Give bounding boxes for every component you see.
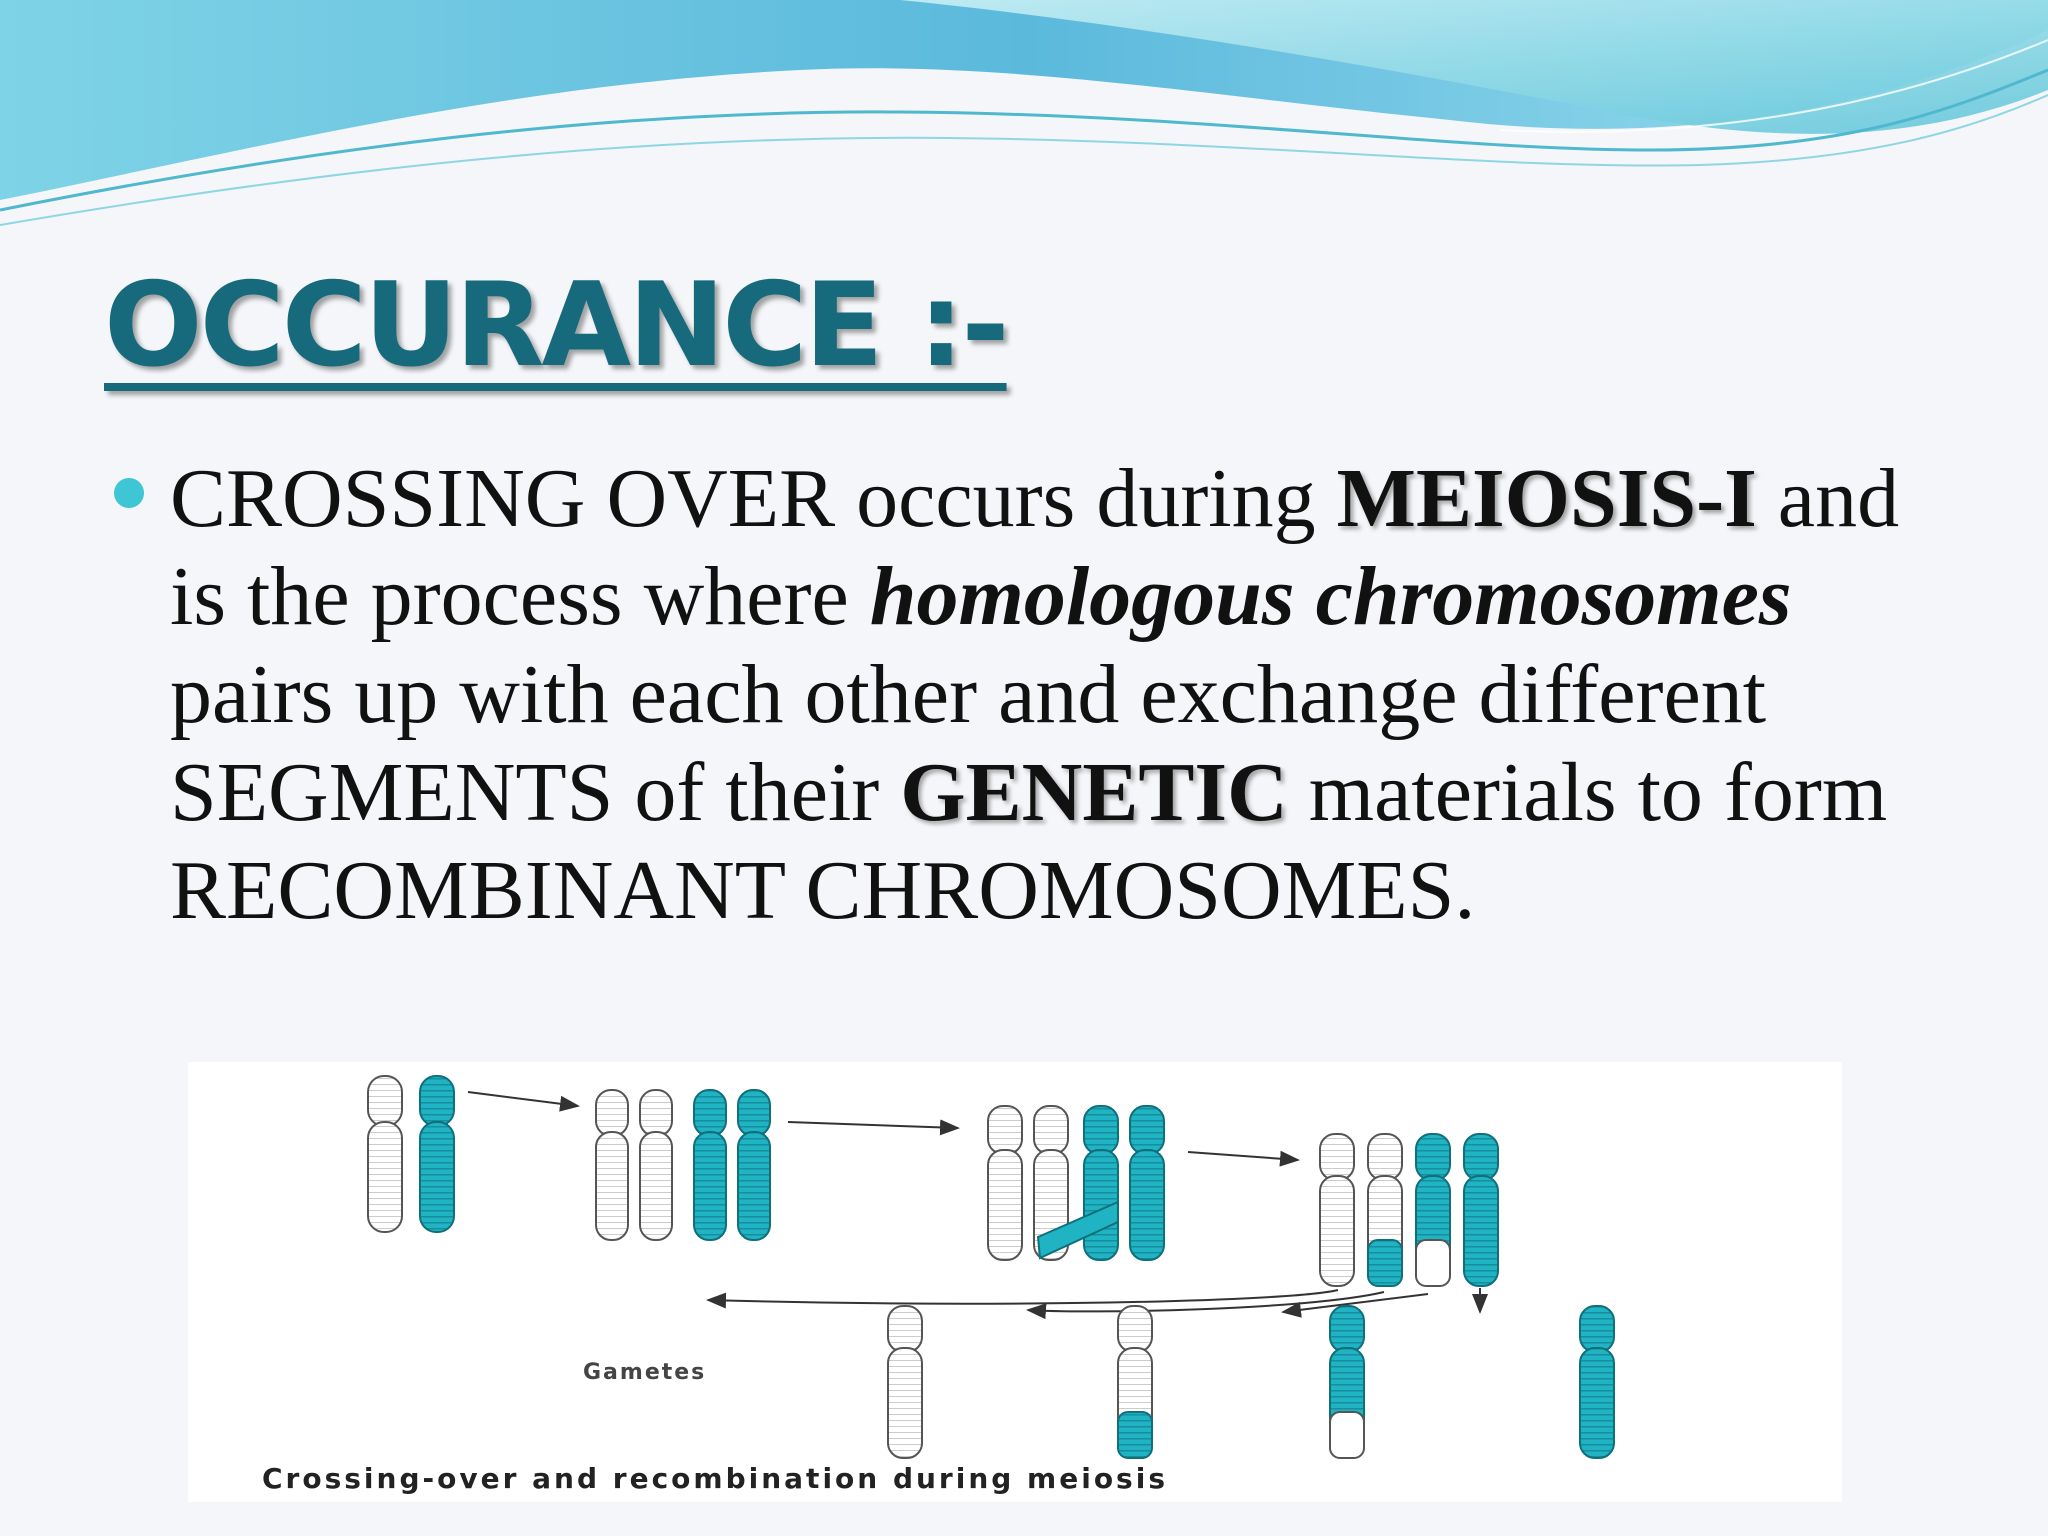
slide-title: OCCURANCE :-: [104, 258, 1007, 393]
text-part-1: CROSSING OVER occurs during: [170, 452, 1337, 545]
bullet-item: [114, 450, 1964, 940]
diagram-drawing: [188, 1062, 1842, 1502]
genetic-term: GENETIC: [900, 746, 1288, 839]
stage-3-chromosomes: [988, 1106, 1164, 1260]
homologous-term: homologous chromosomes: [869, 550, 1792, 643]
text-part-4: materials to form RECOMBINANT CHROMOSOMES.: [170, 746, 1888, 937]
bullet-text: [170, 450, 1964, 940]
text-part-2: and is the process where: [170, 452, 1900, 643]
wave-header-decoration: [0, 0, 2048, 260]
bullet-dot-icon: [114, 478, 144, 508]
text-part-3: pairs up with each other and exchange different SEGMENTS of their: [170, 648, 1767, 839]
gametes-label: Gametes: [583, 1360, 707, 1385]
stage-1-chromosomes: [368, 1076, 454, 1232]
gamete-chromosomes: [888, 1306, 1614, 1458]
stage-4-chromosomes: [1320, 1134, 1498, 1286]
diagram-caption: Crossing-over and recombination during meiosis: [262, 1462, 1168, 1495]
crossing-over-diagram: [188, 1062, 1842, 1502]
stage-2-chromosomes: [596, 1090, 770, 1240]
meiosis-term: MEIOSIS-I: [1336, 452, 1757, 545]
